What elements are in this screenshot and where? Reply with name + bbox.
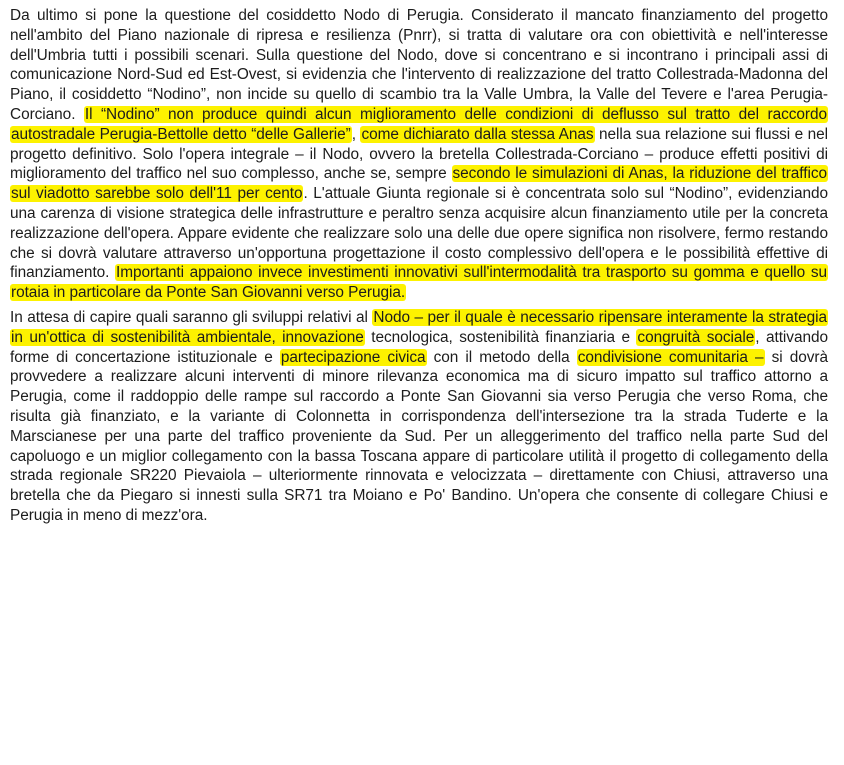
text-segment: , attivando forme di concertazione istituzionale e <box>10 328 828 366</box>
highlighted-text: come dichiarato dalla stessa Anas <box>361 125 594 143</box>
highlighted-text: Nodo – per il quale è necessario ripensare interamente la strategia in un'ottica di sostenibilità ambientale, innovazione <box>11 308 827 346</box>
text-segment: In attesa di capire quali saranno gli sviluppi relativi al <box>10 308 373 326</box>
text-segment: . L'attuale Giunta regionale si è concentrata solo sul “Nodino”, evidenziando una carenza di visione strategica delle infrastrutture e peraltro senza acquisire alcun finanziamento utile per la concreta realizzazione dell'opera. Appare evidente che realizzare solo una delle due opere significa non risolvere, fermo restando che si dovrà valutare attraverso un'opportuna progettazione il costo complessivo dell'opera e le possibilità effettive di finanziamento. <box>10 185 828 282</box>
text-segment: con il metodo della <box>426 348 577 366</box>
text-segment: si dovrà provvedere a realizzare alcuni interventi di minore rilevanza economica ma di sicuro impatto sul traffico attorno a Perugia, come il raddoppio delle rampe sul raccordo a Ponte San Giovanni sia verso Perugia che verso Roma, che risulta già finanziato, e la variante di Colonnetta in corrispondenza dell'intersezione tra la strada Tuderte e la Marscianese per una parte del traffico proveniente da Sud. Per un alleggerimento del traffico nella parte Sud del capoluogo e un miglior collegamento con la bassa Toscana appare di particolare utilità il progetto di collegamento della strada regionale SR220 Pievaiola – ulteriormente rinnovata e velocizzata – direttamente con Chiusi, attraverso una bretella che da Piegaro si innesti sulla SR71 tra Moiano e Po' Bandino. Un'opera che consente di collegare Chiusi e Perugia in meno di mezz'ora. <box>10 348 828 524</box>
highlighted-text: condivisione comunitaria – <box>577 348 764 366</box>
highlighted-text: congruità sociale <box>637 328 755 346</box>
text-segment: nella sua relazione sui flussi e nel progetto definitivo. Solo l'opera integrale – il Nodo, ovvero la bretella Collestrada-Corciano – produce effetti positivi di miglioramento del traffico nel suo complesso, anche se, sempre <box>10 125 828 183</box>
highlighted-text: partecipazione civica <box>280 348 426 366</box>
text-segment: Da ultimo si pone la questione del cosiddetto Nodo di Perugia. Considerato il mancato finanziamento del progetto nell'ambito del Piano nazionale di ripresa e resilienza (Pnrr), si tratta di valutare ora con obiettività e nell'interesse dell'Umbria tutti i possibili scenari. Sulla questione del Nodo, dove si concentrano e si incontrano i principali assi di comunicazione Nord-Sud ed Est-Ovest, si evidenzia che l'intervento di realizzazione del tratto Collestrada-Madonna del Piano, il cosiddetto “Nodino”, non incide su quello di scambio tra la Valle Umbra, la Valle del Tevere e l'area Perugia-Corciano. <box>10 7 828 123</box>
highlighted-text: Importanti appaiono invece investimenti innovativi sull'intermodalità tra trasporto su gomma e quello su rotaia in particolare da Ponte San Giovanni verso Perugia. <box>11 264 827 302</box>
text-segment: , <box>351 125 361 143</box>
paragraph-1 <box>10 6 828 303</box>
text-segment: tecnologica, sostenibilità finanziaria e <box>364 328 637 346</box>
document-page <box>10 6 828 526</box>
paragraph-2 <box>10 308 828 526</box>
highlighted-text: secondo le simulazioni di Anas, la riduzione del traffico sul viadotto sarebbe solo dell'11 per cento <box>11 165 827 203</box>
highlighted-text: Il “Nodino” non produce quindi alcun miglioramento delle condizioni di deflusso sul tratto del raccordo autostradale Perugia-Bettolle detto “delle Gallerie” <box>11 105 827 143</box>
